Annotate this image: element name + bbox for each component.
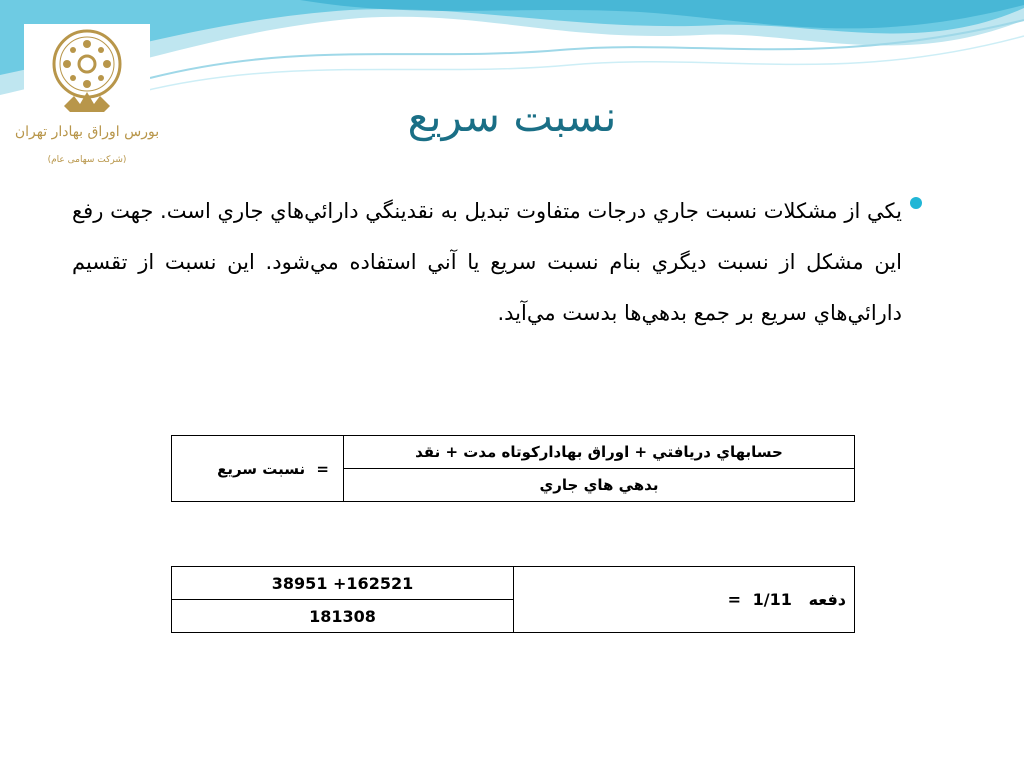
formula-denominator: بدهي هاي جاري [344, 469, 855, 502]
bullet-dot-icon [910, 197, 922, 209]
bullet-item [60, 186, 922, 339]
logo-subtitle: (شرکت سهامی عام) [47, 155, 127, 165]
quick-ratio-example-table [171, 566, 855, 633]
bullet-text: يكي از مشكلات نسبت جاري درجات متفاوت تبديل به نقدينگي دارائي‌هاي جاري است. جهت رفع اين مشكل از نسبت ديگري بنام نسبت سريع يا آني استفاده مي‌شود. اين نسبت از تقسيم دارائي‌هاي سريع بر جمع بدهي‌ها بدست مي‌آيد. [72, 199, 902, 325]
formula-label: نسبت سريع [217, 459, 306, 478]
formula-label-cell [172, 436, 344, 502]
example-result-cell [514, 567, 855, 633]
formula-equals-sign: = [316, 459, 329, 478]
quick-ratio-formula-table [171, 435, 855, 502]
formula-numerator: حسابهاي دريافتي + اوراق بهادارکوتاه مدت + نقد [344, 436, 855, 469]
example-equals-sign: = [727, 590, 742, 609]
example-result: 1/11 [752, 590, 792, 609]
example-unit: دفعه [808, 590, 846, 609]
example-denominator: 181308 [172, 600, 514, 633]
slide-title: نسبت سريع [407, 92, 617, 141]
example-numerator: 38951 +162521 [172, 567, 514, 600]
logo-org-name: بورس اوراق بهادار تهران [14, 124, 160, 140]
